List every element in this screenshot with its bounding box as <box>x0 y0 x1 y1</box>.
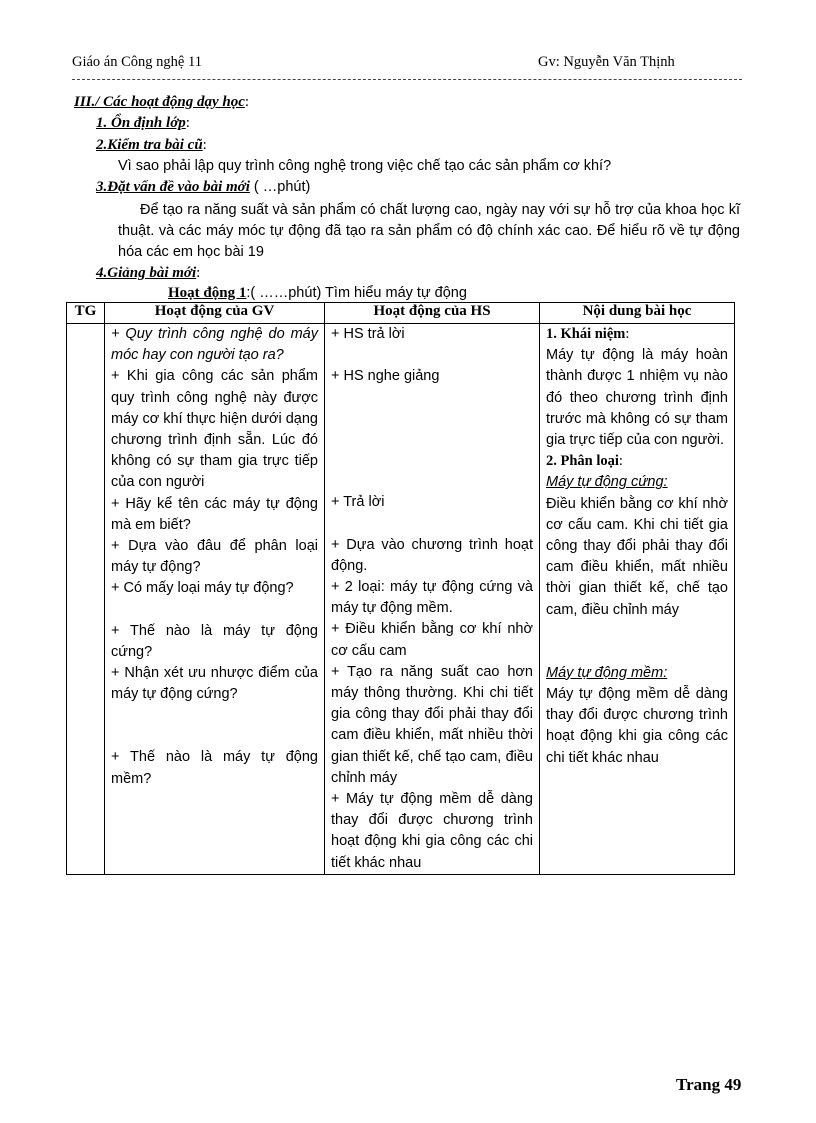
activity-title: Hoạt động 1:( ……phút) Tìm hiểu máy tự động <box>168 285 467 301</box>
spacer <box>331 345 533 366</box>
hs-cell <box>325 324 540 875</box>
gv-item: + Dựa vào đâu để phân loại máy tự động? <box>111 538 318 576</box>
nd-subheading: Máy tự động mềm: <box>546 664 668 681</box>
hs-item: + Trả lời <box>331 494 385 511</box>
hs-item: + 2 loại: máy tự động cứng và máy tự động mềm. <box>331 579 533 617</box>
review-question: Vì sao phải lập quy trình công nghệ trong việc chế tạo các sản phẩm cơ khí? <box>118 158 612 174</box>
spacer <box>111 705 318 747</box>
gv-item: + Khi gia công các sản phẩm quy trình công nghệ này được máy cơ khí thực hiện dưới dạng chương trình định sẵn. Lúc đó không có sự tham gia trực tiếp của con người <box>111 368 318 491</box>
col-header-nd: Nội dung bài học <box>540 303 735 324</box>
nd-paragraph: Điều khiển bằng cơ khí nhờ cơ cấu cam. Khi chi tiết gia công thay đổi phải thay đổi cam điều khiển, mất nhiều thời gian thiết kế, chế tạo cam, điều chỉnh máy <box>546 495 728 618</box>
nd-paragraph: Máy tự động mềm dễ dàng thay đổi được chương trình hoạt động khi gia công các chi tiết khác nhau <box>546 686 728 766</box>
step-4-heading: 4.Giảng bài mới: <box>96 265 201 281</box>
nd-subheading: Máy tự động cứng: <box>546 474 668 491</box>
col-header-gv: Hoạt động của GV <box>105 303 325 324</box>
header-teacher-name: Gv: Nguyễn Văn Thịnh <box>538 54 675 70</box>
hs-item: + Tạo ra năng suất cao hơn máy thông thường. Khi chi tiết gia công thay đổi phải thay đổi cam điều khiển, mất nhiều thời gian thiết kế, chế tạo cam, điều chỉnh máy <box>331 663 533 786</box>
spacer <box>331 387 533 408</box>
col-header-hs: Hoạt động của HS <box>325 303 540 324</box>
table-header-row <box>67 303 735 324</box>
tg-cell <box>67 324 105 875</box>
gv-cell <box>105 324 325 875</box>
col-header-tg: TG <box>67 303 105 324</box>
step-2-heading: 2.Kiểm tra bài cũ: <box>96 137 207 153</box>
spacer <box>546 621 728 663</box>
gv-item: + Hãy kể tên các máy tự động mà em biết? <box>111 495 318 533</box>
spacer <box>331 450 533 471</box>
hs-item: + Dựa vào chương trình hoạt động. <box>331 536 533 574</box>
gv-item: + Thế nào là máy tự động cứng? <box>111 622 318 660</box>
hs-item: + HS nghe giảng <box>331 368 440 385</box>
gv-item: + Thế nào là máy tự động mềm? <box>111 749 318 787</box>
intro-paragraph: Để tạo ra năng suất và sản phẩm có chất lượng cao, ngày nay với sự hỗ trợ của khoa học kĩ thuật. và các máy móc tự động đã tạo ra sản phẩm có độ chính xác cao. Để hiểu rõ về tự động hóa các em học bài 19 <box>118 202 740 260</box>
hs-item: + Điều khiển bằng cơ khí nhờ cơ cấu cam <box>331 621 533 659</box>
nd-cell <box>540 324 735 875</box>
gv-item: + Quy trình công nghệ do máy móc hay con người tạo ra? <box>111 326 318 364</box>
lesson-table <box>66 302 735 875</box>
table-row <box>67 324 735 875</box>
step-3-heading: 3.Đặt vấn đề vào bài mới ( …phút) <box>96 179 311 195</box>
spacer <box>111 600 318 621</box>
spacer <box>331 514 533 535</box>
step-1-heading: 1. Ổn định lớp: <box>96 115 190 131</box>
header-divider <box>72 79 742 80</box>
spacer <box>331 408 533 429</box>
gv-item: + Nhận xét ưu nhược điểm của máy tự động cứng? <box>111 665 318 703</box>
header-course-title: Giáo án Công nghệ 11 <box>72 54 202 70</box>
nd-definition: Máy tự động là máy hoàn thành được 1 nhiệm vụ nào đó theo chương trình định trước mà không có sự tham gia trực tiếp của con người. <box>546 347 728 449</box>
nd-heading: 1. Khái niệm: <box>546 326 630 342</box>
hs-item: + Máy tự động mềm dễ dàng thay đổi được chương trình hoạt động khi gia công các chi tiết khác nhau <box>331 791 533 871</box>
spacer <box>331 471 533 492</box>
spacer <box>331 429 533 450</box>
page-number: Trang 49 <box>676 1075 742 1094</box>
hs-item: + HS trả lời <box>331 326 405 342</box>
section-heading: III./ Các hoạt động dạy học: <box>74 94 250 110</box>
gv-item: + Có mấy loại máy tự động? <box>111 580 294 597</box>
nd-heading: 2. Phân loại: <box>546 453 623 470</box>
